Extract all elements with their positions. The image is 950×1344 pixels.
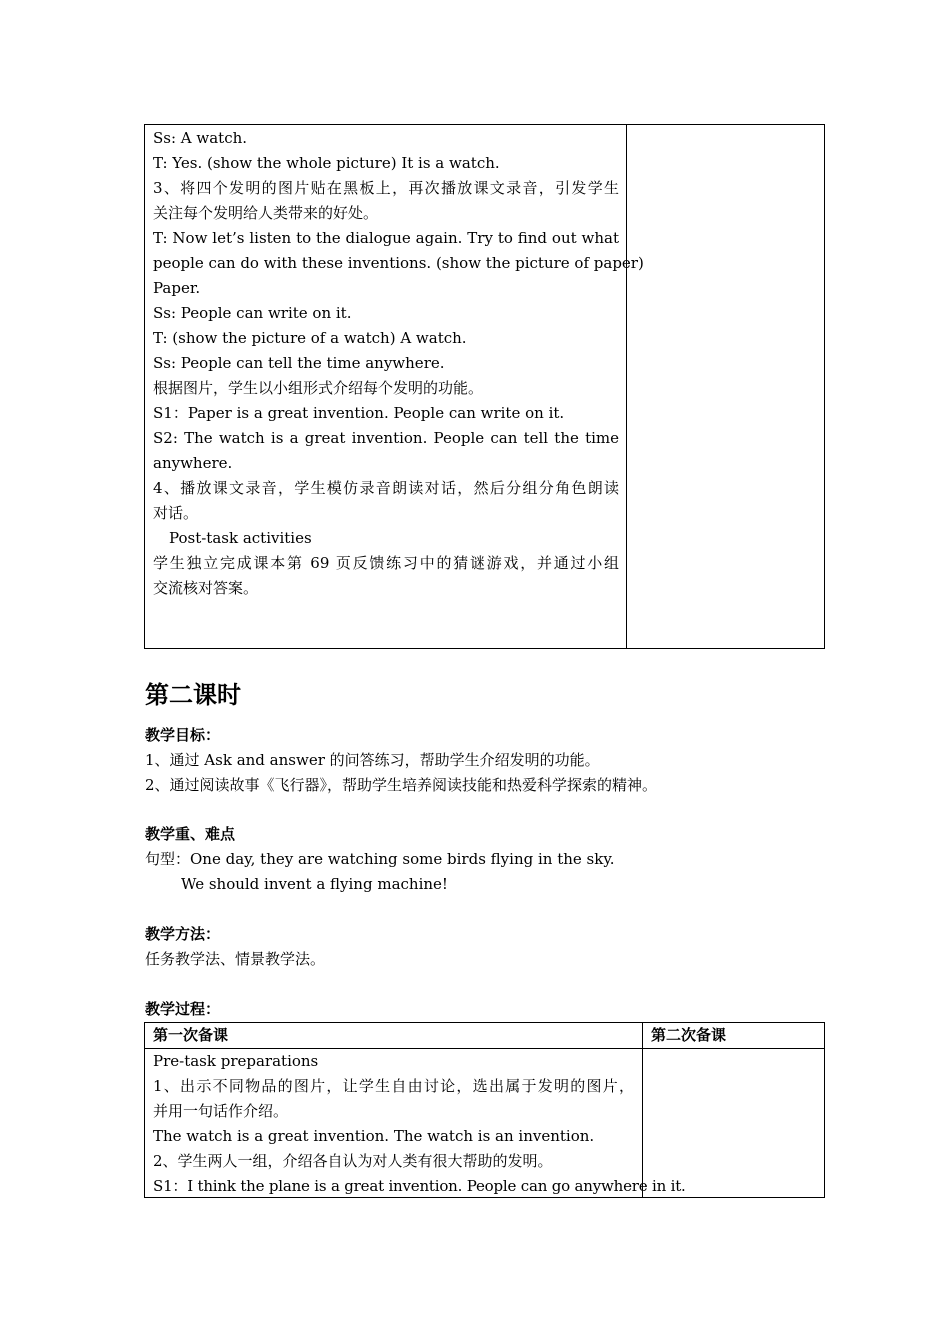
table-line: 3、将四个发明的图片贴在黑板上，再次播放课文录音，引发学生 [153, 179, 619, 197]
first-prep-cell [145, 1049, 686, 1197]
header-second-prep [643, 1023, 824, 1048]
objectives-heading: 教学目标： [145, 726, 221, 744]
objective-item: 1、通过 Ask and answer 的问答练习，帮助学生介绍发明的功能。 [145, 751, 600, 769]
second-prep-cell [643, 1049, 824, 1197]
table-line: people can do with these inventions. (show the picture of paper) [153, 254, 644, 272]
methods-text: 任务教学法、情景教学法。 [145, 950, 326, 968]
key-point-item: 句型：One day, they are watching some birds flying in the sky. [145, 850, 615, 868]
key-points-heading: 教学重、难点 [145, 825, 236, 843]
table-line: 并用一句话作介绍。 [153, 1102, 289, 1120]
header-right-label: 第二次备课 [651, 1026, 727, 1044]
table-line: anywhere. [153, 454, 233, 472]
table-line: Ss: People can tell the time anywhere. [153, 354, 445, 372]
table-line: Pre-task preparations [153, 1052, 319, 1070]
section-title: 第二课时 [145, 680, 241, 709]
table-line: 2、学生两人一组，介绍各自认为对人类有很大帮助的发明。 [153, 1152, 553, 1170]
table-line: Ss: People can write on it. [153, 304, 352, 322]
second-prep-cell [627, 125, 824, 648]
objectives-block [145, 723, 657, 798]
key-point-item: We should invent a flying machine! [181, 875, 448, 893]
table-line: The watch is a great invention. The watch is an invention. [153, 1127, 595, 1145]
first-prep-cell [145, 125, 644, 648]
table-line: 对话。 [153, 504, 199, 522]
table-line: S2: The watch is a great invention. People can tell the time [153, 429, 619, 447]
lesson-table-continued [144, 124, 825, 649]
table-line: Post-task activities [169, 529, 312, 547]
process-table [144, 1022, 825, 1198]
table-line: T: Yes. (show the whole picture) It is a watch. [153, 154, 500, 172]
table-line: 关注每个发明给人类带来的好处。 [153, 204, 379, 222]
table-line: Paper. [153, 279, 201, 297]
process-block [145, 997, 220, 1022]
table-line: S1：Paper is a great invention. People can write on it. [153, 404, 565, 422]
table-line: 交流核对答案。 [153, 579, 259, 597]
table-line: Ss: A watch. [153, 129, 248, 147]
table-line: S1：I think the plane is a great invention. People can go anywhere in it. [153, 1177, 686, 1195]
table-line: 学生独立完成课本第 69 页反馈练习中的猜谜游戏，并通过小组 [153, 554, 619, 572]
table-line: 4、播放课文录音，学生模仿录音朗读对话，然后分组分角色朗读 [153, 479, 619, 497]
header-first-prep [145, 1023, 642, 1048]
methods-block [145, 922, 325, 972]
objective-item: 2、通过阅读故事《飞行器》，帮助学生培养阅读技能和热爱科学探索的精神。 [145, 776, 658, 794]
header-left-label: 第一次备课 [153, 1026, 229, 1044]
table-line: 1、出示不同物品的图片，让学生自由讨论，选出属于发明的图片， [153, 1077, 634, 1095]
table-line: T: (show the picture of a watch) A watch. [153, 329, 467, 347]
methods-heading: 教学方法： [145, 925, 221, 943]
process-heading: 教学过程： [145, 1000, 221, 1018]
table-line: 根据图片，学生以小组形式介绍每个发明的功能。 [153, 379, 484, 397]
table-line: T: Now let’s listen to the dialogue again. Try to find out what [153, 229, 619, 247]
key-points-block [145, 822, 615, 897]
second-lesson-section [145, 682, 241, 707]
